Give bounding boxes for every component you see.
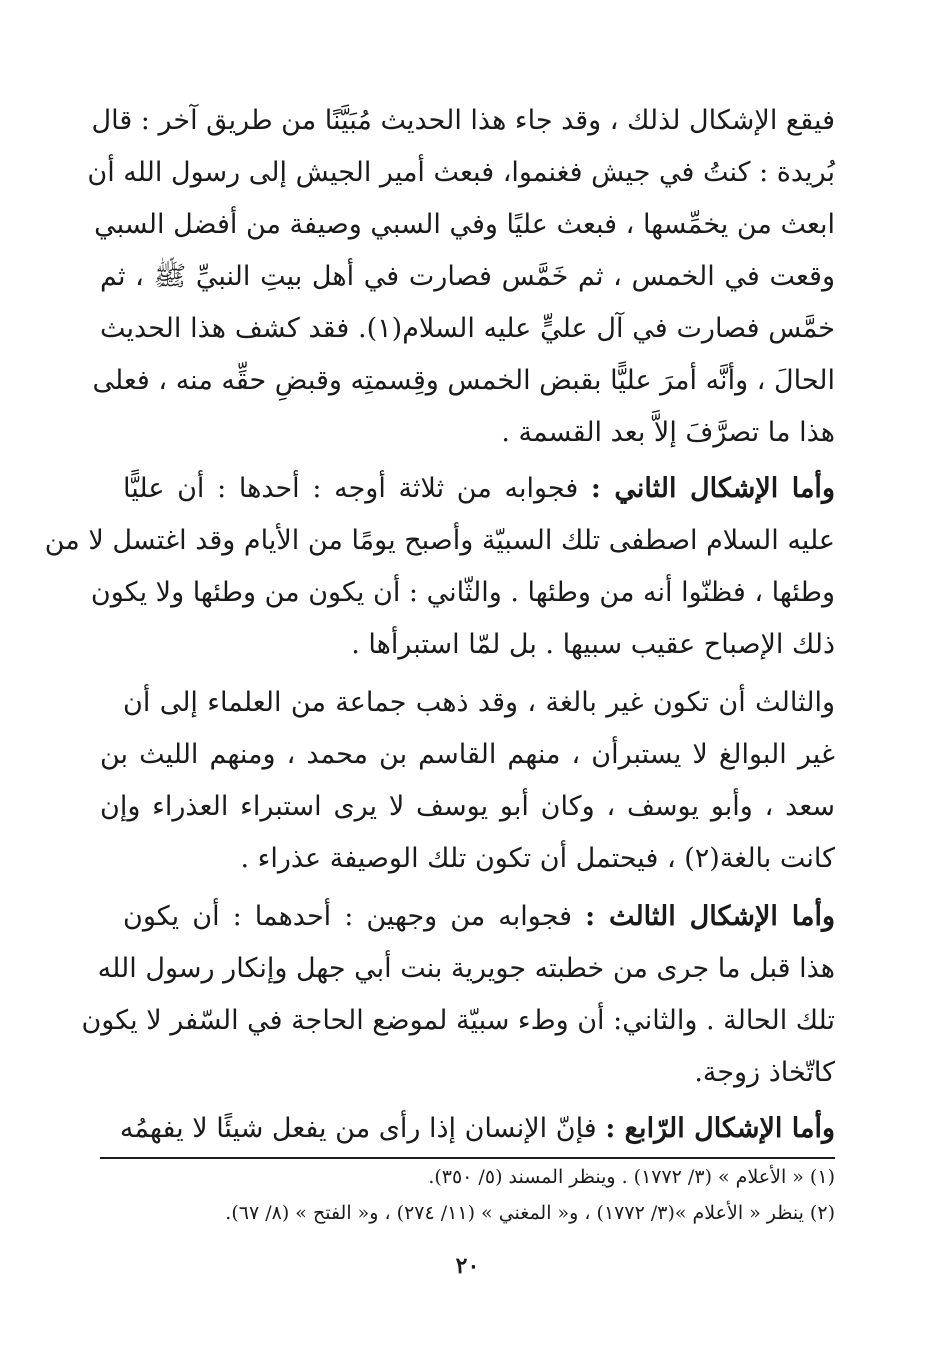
text-line: هذا قبل ما جرى من خطبته جويرية بنت أبي جهل وإنكار رسول الله — [97, 953, 835, 984]
text-line: تلك الحالة . والثاني: أن وطء سبيّة لموضع الحاجة في السّفر لا يكون — [81, 1005, 835, 1036]
page-number: ٢٠ — [455, 1253, 480, 1279]
section-heading: وأما الإشكال الثاني : — [590, 473, 835, 504]
text-line: سعد ، وأبو يوسف ، وكان أبو يوسف لا يرى استبراء العذراء وإن — [100, 791, 835, 822]
text-line: كانت بالغة(٢) ، فيحتمل أن تكون تلك الوصيفة عذراء . — [240, 843, 835, 874]
section-heading: وأما الإشكال الرّابع : — [605, 1113, 835, 1144]
text-line: وطئها ، فظنّوا أنه من وطئها . والثّاني : أن يكون من وطئها ولا يكون — [90, 577, 835, 608]
text-line: خمَّس فصارت في آل عليٍّ عليه السلام(١). فقد كشف هذا الحديث — [100, 313, 835, 344]
paragraph-opening-line — [123, 463, 835, 515]
footnote-divider — [100, 1157, 835, 1159]
text-line: عليه السلام اصطفى تلك السبيّة وأصبح يومًا من الأيام وقد اغتسل لا من — [44, 525, 835, 556]
text-span: فجوابه من ثلاثة أوجه : أحدها : أن عليًّا — [123, 473, 579, 504]
text-line: هذا ما تصرَّفَ إلاَّ بعد القسمة . — [501, 417, 835, 448]
document-page — [44, 95, 835, 1279]
text-line: والثالث أن تكون غير بالغة ، وقد ذهب جماعة من العلماء إلى أن — [123, 687, 835, 718]
footnote: (٢) ينظر « الأعلام »(٣/ ١٧٧٢) ، و« المغني » (١١/ ٢٧٤) ، و« الفتح » (٨/ ٦٧). — [225, 1202, 835, 1224]
paragraph-opening-line — [119, 1103, 835, 1155]
text-line: غير البوالغ لا يستبرأن ، منهم القاسم بن محمد ، ومنهم الليث بن — [100, 739, 835, 770]
paragraph-opening-line — [123, 891, 835, 943]
footnote: (١) « الأعلام » (٣/ ١٧٧٢) . وينظر المسند (٥/ ٣٥٠). — [428, 1166, 835, 1188]
text-line: الحالَ ، وأنَّه أمرَ عليًّا بقبض الخمس وقِسمتِه وقبضِ حقِّه منه ، فعلى — [92, 365, 835, 396]
text-span: فجوابه من وجهين : أحدهما : أن يكون — [123, 901, 573, 932]
section-heading: وأما الإشكال الثالث : — [585, 901, 835, 932]
text-line: ابعث من يخمِّسها ، فبعث عليًا وفي السبي وصيفة من أفضل السبي — [94, 209, 835, 240]
text-line: فيقع الإشكال لذلك ، وقد جاء هذا الحديث مُبَيَّنًا من طريق آخر : قال — [91, 105, 835, 136]
text-line: كاتّخاذ زوجة. — [694, 1057, 835, 1088]
text-line: ذلك الإصباح عقيب سبيها . بل لمّا استبرأها . — [351, 629, 835, 660]
text-line: بُريدة : كنتُ في جيش فغنموا، فبعث أمير الجيش إلى رسول الله أن — [87, 157, 835, 188]
text-span: فإنّ الإنسان إذا رأى من يفعل شيئًا لا يفهمُه — [119, 1113, 597, 1144]
text-line: وقعت في الخمس ، ثم خَمَّس فصارت في أهل بيتِ النبيِّ ﷺ ، ثم — [100, 261, 835, 292]
